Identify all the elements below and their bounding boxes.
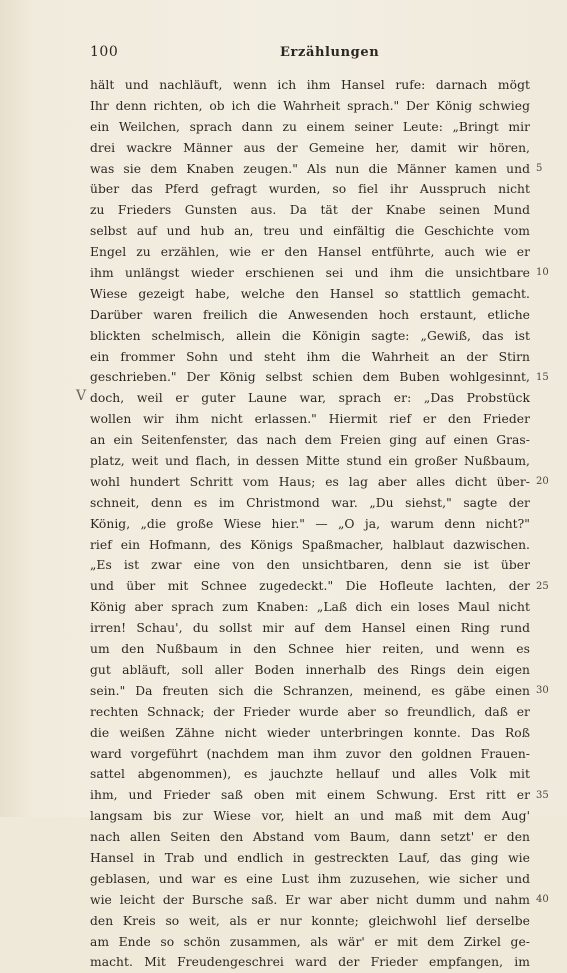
text-line: geblasen, und war es eine Lust ihm zuzusehen, wie sicher und [90, 871, 530, 886]
text-line: macht. Mit Freudengeschrei ward der Frieder empfangen, im [90, 955, 530, 970]
text-line: und über mit Schnee zugedeckt." Die Hofleute lachten, der [90, 579, 530, 594]
text-line: rechten Schnack; der Frieder wurde aber so freundlich, daß er [90, 704, 530, 719]
text-line: ihm unlängst wieder erschienen sei und ihm die unsichtbare [90, 266, 530, 281]
line-number: 5 [536, 162, 543, 174]
text-line: doch, weil er guter Laune war, sprach er: „Das Probstück [90, 391, 530, 406]
text-line: König, „die große Wiese hier." — „O ja, warum denn nicht?" [90, 516, 530, 531]
text-line: zu Frieders Gunsten aus. Da tät der Knabe seinen Mund [90, 203, 530, 218]
page-header [90, 44, 530, 64]
text-line: ein frommer Sohn und steht ihm die Wahrheit an der Stirn [90, 349, 530, 364]
text-line: gut abläuft, soll aller Boden innerhalb des Rings dein eigen [90, 662, 530, 677]
line-number: 10 [536, 267, 549, 279]
text-line: wie leicht der Bursche saß. Er war aber nicht dumm und nahm [90, 892, 530, 907]
running-title: Erzählungen [280, 45, 380, 60]
text-line: nach allen Seiten den Abstand vom Baum, dann setzt' er den [90, 830, 530, 845]
text-line: ward vorgeführt (nachdem man ihm zuvor den goldnen Frauen- [90, 746, 530, 761]
line-number: 25 [536, 580, 549, 592]
text-line: wollen wir ihm nicht erlassen." Hiermit rief er den Frieder [90, 412, 530, 427]
line-number: 15 [536, 371, 549, 383]
text-line: sein." Da freuten sich die Schranzen, meinend, es gäbe einen [90, 683, 530, 698]
text-line: sattel abgenommen), es jauchzte hellauf und alles Volk mit [90, 767, 530, 782]
text-line: platz, weit und flach, in dessen Mitte stund ein großer Nußbaum, [90, 454, 530, 469]
line-number: 30 [536, 685, 549, 697]
text-line: um den Nußbaum in den Schnee hier reiten, und wenn es [90, 642, 530, 657]
text-line: schneit, denn es im Christmond war. „Du siehst," sagte der [90, 495, 530, 510]
text-line: selbst auf und hub an, treu und einfältig die Geschichte vom [90, 224, 530, 239]
text-line: Darüber waren freilich die Anwesenden hoch erstaunt, etliche [90, 307, 530, 322]
text-line: die weißen Zähne nicht wieder unterbringen konnte. Das Roß [90, 725, 530, 740]
text-line: König aber sprach zum Knaben: „Laß dich ein loses Maul nicht [90, 600, 530, 615]
text-line: rief ein Hofmann, des Königs Spaßmacher, halblaut dazwischen. [90, 537, 530, 552]
text-line: drei wackre Männer aus der Gemeine her, damit wir hören, [90, 140, 530, 155]
text-line: an ein Seitenfenster, das nach dem Freien ging auf einen Gras- [90, 433, 530, 448]
text-line: geschrieben." Der König selbst schien dem Buben wohlgesinnt, [90, 370, 530, 385]
text-line: über das Pferd gefragt wurden, so fiel ihr Ausspruch nicht [90, 182, 530, 197]
text-line: den Kreis so weit, als er nur konnte; gleichwohl lief derselbe [90, 913, 530, 928]
text-line: Hansel in Trab und endlich in gestreckten Lauf, das ging wie [90, 850, 530, 865]
text-line: „Es ist zwar eine von den unsichtbaren, denn sie ist über [90, 558, 530, 573]
text-line: ihm, und Frieder saß oben mit einem Schwung. Erst ritt er [90, 788, 530, 803]
text-line: Ihr denn richten, ob ich die Wahrheit sprach." Der König schwieg [90, 98, 530, 113]
text-line: am Ende so schön zusammen, als wär' er mit dem Zirkel ge- [90, 934, 530, 949]
text-line: was sie dem Knaben zeugen." Als nun die Männer kamen und [90, 161, 530, 176]
text-line: blickten schelmisch, allein die Königin sagte: „Gewiß, das ist [90, 328, 530, 343]
line-number: 40 [536, 894, 549, 906]
line-number: 20 [536, 476, 549, 488]
text-line: Wiese gezeigt habe, welche den Hansel so stattlich gemacht. [90, 286, 530, 301]
text-line: langsam bis zur Wiese vor, hielt an und maß mit dem Aug' [90, 809, 530, 824]
page-number: 100 [90, 44, 119, 60]
margin-mark: V [76, 388, 87, 404]
text-line: hält und nachläuft, wenn ich ihm Hansel rufe: darnach mögt [90, 78, 530, 92]
body-text [90, 75, 530, 973]
text-line: wohl hundert Schritt vom Haus; es lag aber alles dicht über- [90, 474, 530, 489]
text-line: irren! Schau', du sollst mir auf dem Hansel einen Ring rund [90, 621, 530, 636]
text-line: Engel zu erzählen, wie er den Hansel entführte, auch wie er [90, 245, 530, 260]
line-number: 35 [536, 789, 549, 801]
text-line: ein Weilchen, sprach dann zu einem seiner Leute: „Bringt mir [90, 119, 530, 134]
